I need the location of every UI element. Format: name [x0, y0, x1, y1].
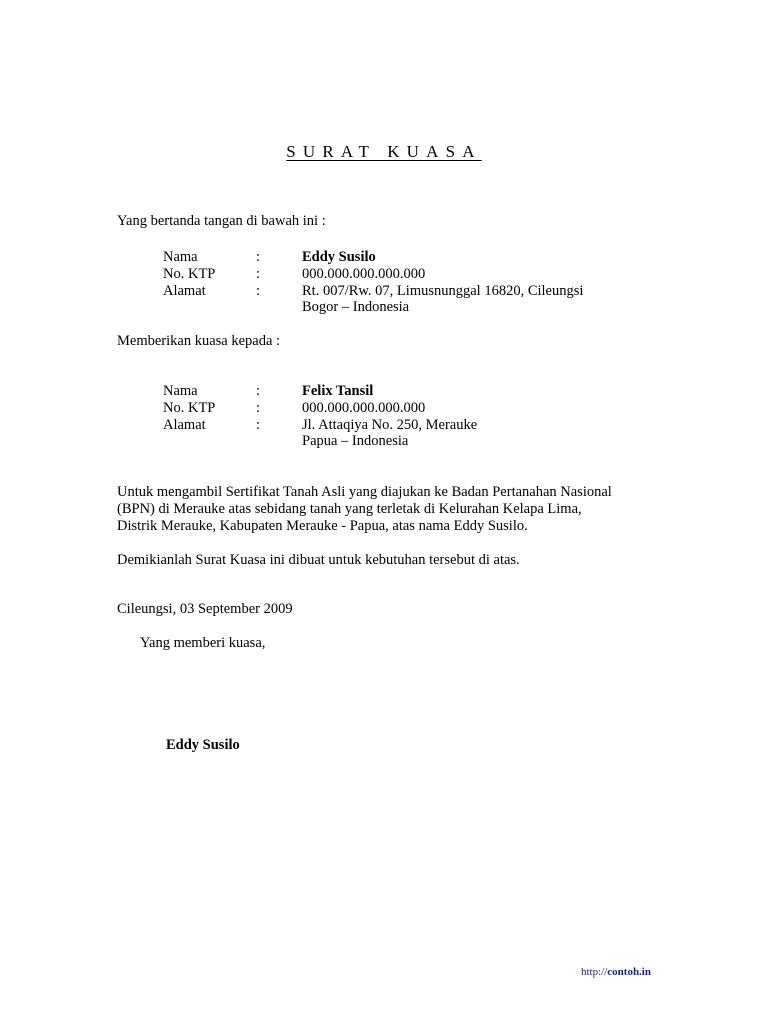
- intro-text: Yang bertanda tangan di bawah ini :: [117, 213, 326, 229]
- grantee-name-value: Felix Tansil: [302, 383, 374, 399]
- grantor-name-value: Eddy Susilo: [302, 249, 376, 265]
- grantee-name-separator: :: [256, 383, 261, 399]
- grantor-name-separator: :: [256, 249, 261, 265]
- grantee-address-separator: :: [256, 417, 261, 433]
- grantee-ktp-row: [0, 400, 768, 417]
- footer-website-link[interactable]: [581, 964, 651, 981]
- purpose-line-2: (BPN) di Merauke atas sebidang tanah yang terletak di Kelurahan Kelapa Lima,: [117, 501, 582, 517]
- closing-statement: Demikianlah Surat Kuasa ini dibuat untuk kebutuhan tersebut di atas.: [117, 552, 520, 568]
- place-and-date: Cileungsi, 03 September 2009: [117, 601, 293, 617]
- grantor-ktp-row: [0, 266, 768, 283]
- grantee-ktp-value: 000.000.000.000.000: [302, 400, 426, 416]
- grantor-address-row: [0, 283, 768, 300]
- footer-link-host: contoh.in: [607, 966, 651, 978]
- grantee-ktp-label: No. KTP: [163, 400, 216, 416]
- grantor-name-label: Nama: [163, 249, 198, 265]
- grantee-ktp-separator: :: [256, 400, 261, 416]
- grantee-address-row-2: [0, 433, 768, 450]
- signatory-name: Eddy Susilo: [166, 737, 240, 753]
- grantor-address-line2: Bogor – Indonesia: [302, 299, 410, 315]
- purpose-paragraph: [117, 484, 677, 535]
- grantor-ktp-value: 000.000.000.000.000: [302, 266, 426, 282]
- grantee-address-line1: Jl. Attaqiya No. 250, Merauke: [302, 417, 478, 433]
- grantor-ktp-separator: :: [256, 266, 261, 282]
- grantor-ktp-label: No. KTP: [163, 266, 216, 282]
- footer-link-prefix: http://: [581, 966, 608, 978]
- grantor-name-row: [0, 249, 768, 266]
- grantor-address-row-2: [0, 299, 768, 316]
- grantee-name-label: Nama: [163, 383, 198, 399]
- purpose-line-1: Untuk mengambil Sertifikat Tanah Asli yang diajukan ke Badan Pertanahan Nasional: [117, 484, 612, 500]
- grantor-address-separator: :: [256, 283, 261, 299]
- letter-title: SURAT KUASA: [286, 142, 482, 161]
- grantor-address-label: Alamat: [163, 283, 206, 299]
- grantee-address-line2: Papua – Indonesia: [302, 433, 409, 449]
- grantee-address-label: Alamat: [163, 417, 206, 433]
- purpose-line-3: Distrik Merauke, Kabupaten Merauke - Papua, atas nama Eddy Susilo.: [117, 518, 528, 534]
- signoff-text: Yang memberi kuasa,: [140, 635, 266, 651]
- grantor-address-line1: Rt. 007/Rw. 07, Limusnunggal 16820, Cileungsi: [302, 283, 584, 299]
- grantee-address-row: [0, 417, 768, 434]
- grant-intro-text: Memberikan kuasa kepada :: [117, 333, 281, 349]
- grantee-name-row: [0, 383, 768, 400]
